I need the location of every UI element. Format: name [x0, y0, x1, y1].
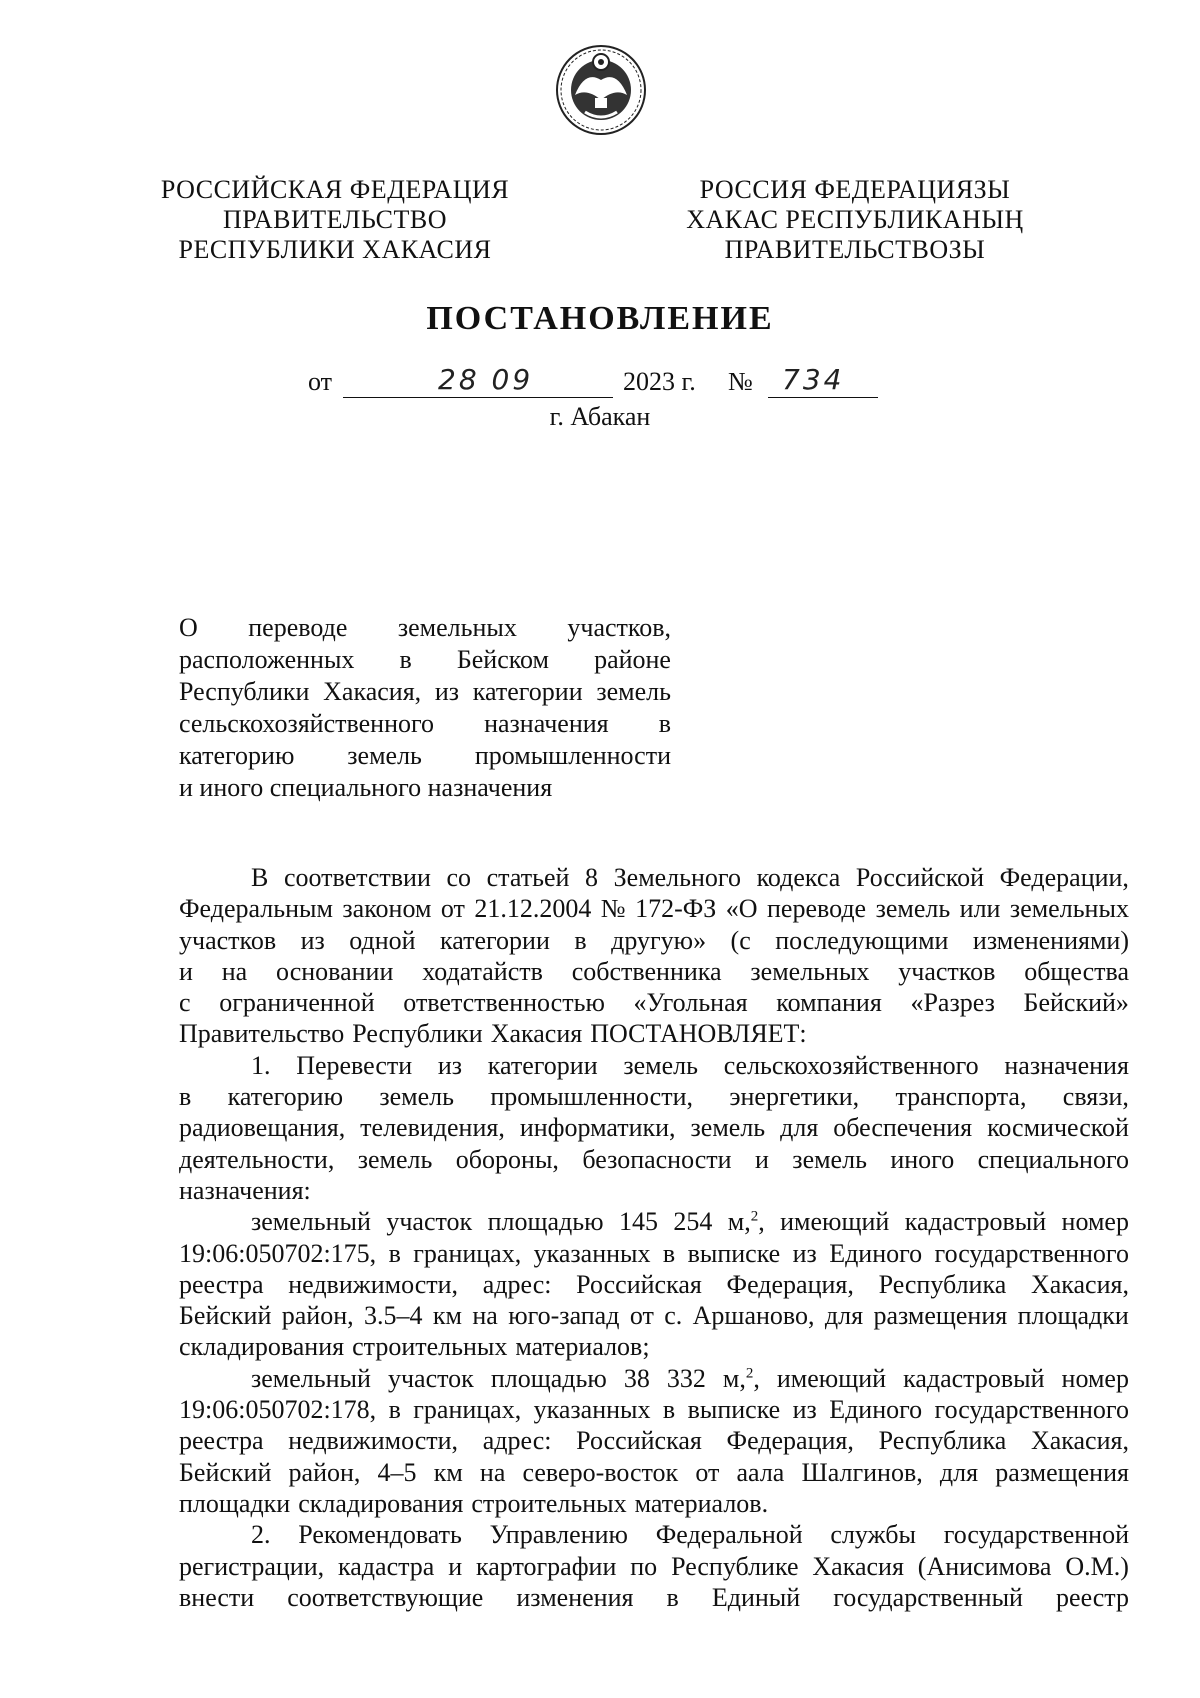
subject-line: О переводе земельных участков,	[179, 613, 671, 642]
body-line: Правительство Республики Хакасия ПОСТАНОВЛЯЕТ:	[179, 1019, 807, 1049]
body-line: 2. Рекомендовать Управлению Федеральной службы государственной	[251, 1520, 1129, 1550]
date-number-line	[308, 363, 908, 403]
handwritten-date: 28 09	[438, 363, 534, 396]
body-line: В соответствии со статьей 8 Земельного кодекса Российской Федерации,	[251, 863, 1129, 892]
body-line: Бейский район, 4–5 км на северо-восток от аала Шалгинов, для размещения	[179, 1457, 1129, 1487]
body-line: деятельности, земель обороны, безопасности и земель иного специального	[179, 1144, 1129, 1174]
body-line: регистрации, кадастра и картографии по Республике Хакасия (Анисимова О.М.)	[179, 1551, 1129, 1581]
header-left-line: ПРАВИТЕЛЬСТВО	[223, 205, 447, 234]
body-line: радиовещания, телевидения, информатики, земель для обеспечения космической	[179, 1113, 1129, 1143]
body-line: 19:06:050702:178, в границах, указанных в выписке из Единого государственного	[179, 1395, 1129, 1425]
document-body	[179, 862, 1129, 1613]
header-right-line: РОССИЯ ФЕДЕРАЦИЯЗЫ	[699, 175, 1011, 204]
year-text: 2023 г.	[623, 367, 696, 396]
subject-line: расположенных в Бейском районе	[179, 645, 671, 674]
subject-line: сельскохозяйственного назначения в	[179, 709, 671, 738]
subject-line: и иного специального назначения	[179, 773, 553, 802]
header-left-line: РОССИЙСКАЯ ФЕДЕРАЦИЯ	[160, 175, 510, 204]
number-label: №	[728, 367, 753, 396]
body-line: реестра недвижимости, адрес: Российская Федерация, Республика Хакасия,	[179, 1269, 1129, 1299]
header-left-line: РЕСПУБЛИКИ ХАКАСИЯ	[178, 235, 492, 264]
document-title: ПОСТАНОВЛЕНИЕ	[426, 300, 774, 337]
date-underline	[343, 363, 613, 398]
city-line: г. Абакан	[549, 402, 651, 431]
body-line: реестра недвижимости, адрес: Российская Федерация, Республика Хакасия,	[179, 1426, 1129, 1456]
body-line: участков из одной категории в другую» (с последующими изменениями)	[179, 925, 1129, 955]
subject-line: Республики Хакасия, из категории земель	[179, 677, 671, 706]
body-line: с ограниченной ответственностью «Угольная компания «Разрез Бейский»	[179, 988, 1129, 1018]
body-line: Федеральным законом от 21.12.2004 № 172-ФЗ «О переводе земель или земельных	[179, 894, 1129, 924]
date-prefix: от	[308, 367, 333, 396]
subject-line: категорию земель промышленности	[179, 741, 671, 770]
coat-of-arms-emblem	[555, 40, 647, 140]
body-line: земельный участок площадью 38 332 м,$^2$, имеющий кадастровый номер	[251, 1363, 1129, 1393]
body-line: Бейский район, 3.5–4 км на юго-запад от с. Аршаново, для размещения площадки	[179, 1301, 1129, 1331]
body-line: складирования строительных материалов;	[179, 1332, 650, 1362]
header-left	[150, 175, 520, 265]
body-line: площадки складирования строительных материалов.	[179, 1488, 769, 1518]
body-line: земельный участок площадью 145 254 м,$^2$, имеющий кадастровый номер	[251, 1207, 1129, 1237]
body-line: 1. Перевести из категории земель сельскохозяйственного назначения	[251, 1050, 1129, 1080]
header-right-line: ХАКАС РЕСПУБЛИКАНЫҢ	[686, 205, 1024, 234]
handwritten-number: 734	[782, 363, 845, 396]
number-underline	[768, 363, 878, 398]
header-right	[670, 175, 1040, 265]
body-line: внести соответствующие изменения в Единый государственный реестр	[179, 1582, 1129, 1612]
body-line: в категорию земель промышленности, энергетики, транспорта, связи,	[179, 1082, 1129, 1112]
header-right-line: ПРАВИТЕЛЬСТВОЗЫ	[724, 235, 986, 264]
body-line: 19:06:050702:175, в границах, указанных в выписке из Единого государственного	[179, 1238, 1129, 1268]
subject-block	[179, 612, 671, 804]
body-line: назначения:	[179, 1175, 311, 1205]
body-line: и на основании ходатайств собственника земельных участков общества	[179, 956, 1129, 986]
